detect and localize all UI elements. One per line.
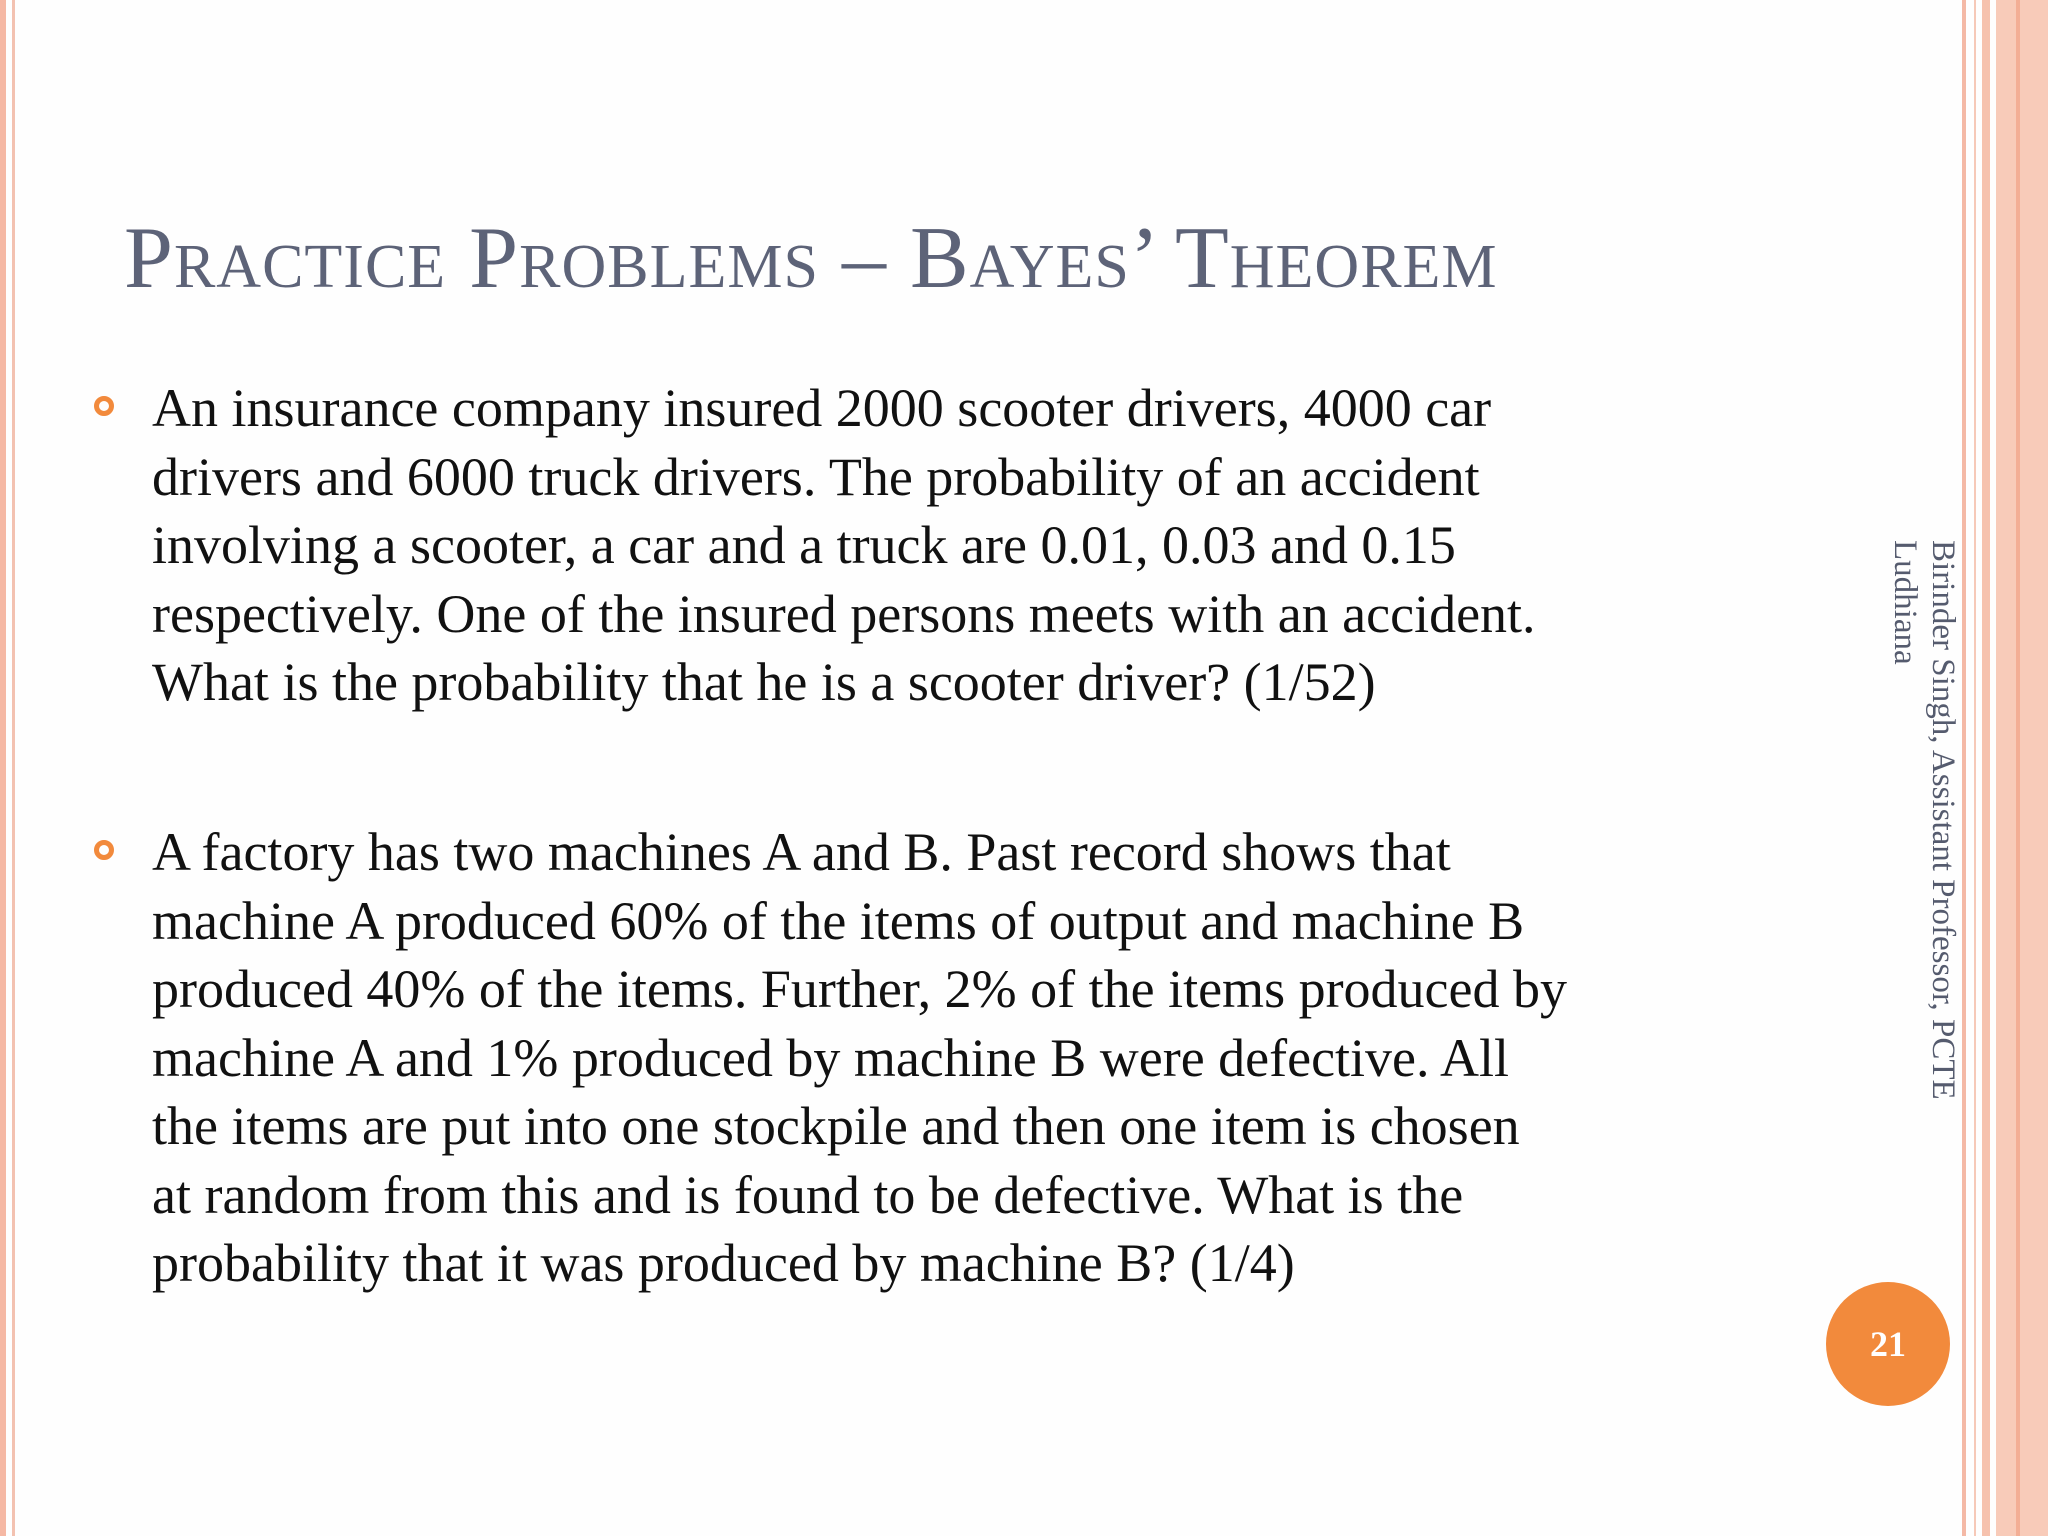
right-decorative-band-line [2016,0,2020,1536]
bullet-item-insurance-problem [94,374,1874,717]
bullet-circle-icon [94,396,114,416]
right-decorative-band [1996,0,2048,1536]
left-decorative-stripe-thin [12,0,15,1536]
slide-title: Practice Problems – Bayes’ Theorem [124,210,1498,307]
bullet-text: An insurance company insured 2000 scooter drivers, 4000 car drivers and 6000 truck drivers. The probability of an accident involving a scooter, a car and a truck are 0.01, 0.03 and 0.15 respectively. One of the insured persons meets with an accident. What is the probability that he is a scooter driver? (1/52) [152,378,1536,712]
right-decorative-stripe [1962,0,1966,1536]
left-decorative-stripe [0,0,6,1536]
page-number-badge: 21 [1826,1282,1950,1406]
bullet-circle-icon [94,840,114,860]
author-vertical-text: Birinder Singh, Assistant Professor, PCTE Ludhiana [1887,540,1961,1100]
bullet-text: A factory has two machines A and B. Past record shows that machine A produced 60% of the items of output and machine B produced 40% of the items. Further, 2% of the items produced by machine A and 1% produced by machine B were defective. All the items are put into one stockpile and then one item is chosen at random from this and is found to be defective. What is the probability that it was produced by machine B? (1/4) [152,822,1567,1293]
bullet-item-factory-problem [94,818,1874,1298]
right-decorative-stripe-thin [1974,0,1976,1536]
right-decorative-stripe-medium [1982,0,1990,1536]
